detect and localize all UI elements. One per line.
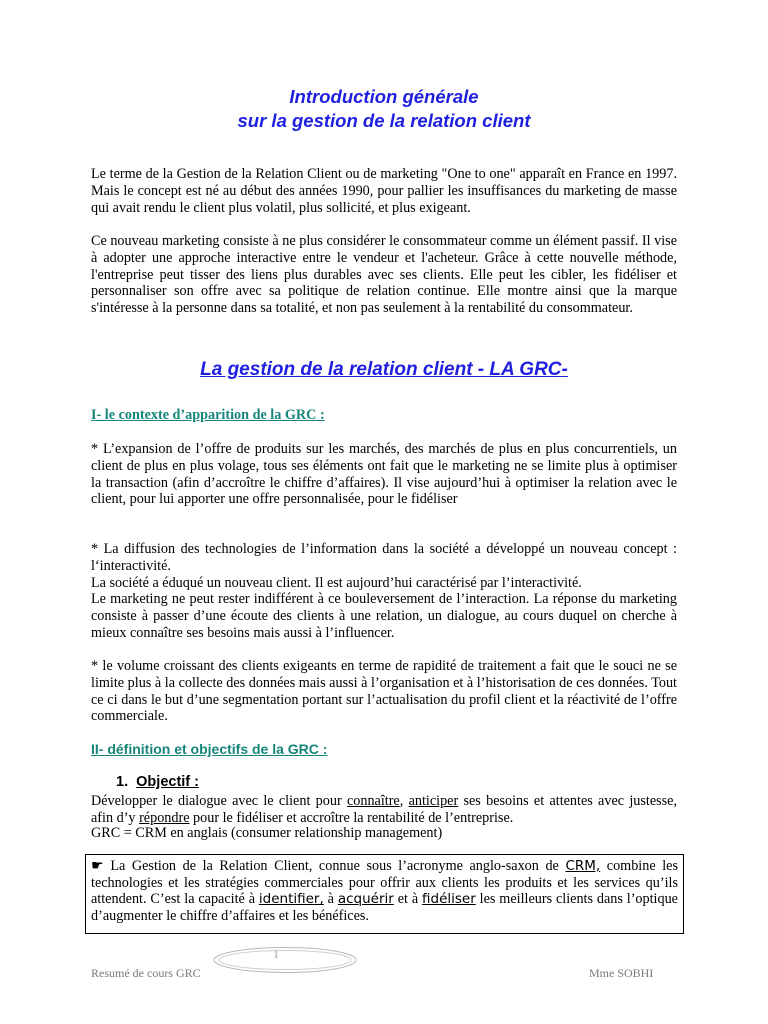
section1-bullet-2-line3: Le marketing ne peut rester indifférent à ce bouleversement de l’interaction. La réponse du marketing consiste à passer d’une écoute des clients à une relation, un dialogue, au cours duquel on cherche à mieux connaître ses besoins mais aussi à l’influencer. [91, 591, 677, 641]
box-word-acquerir: acquérir [337, 891, 394, 908]
crm-definition-box [85, 854, 684, 934]
crm-definition-line: GRC = CRM en anglais (consumer relationship management) [91, 825, 443, 841]
main-heading: La gestion de la relation client - LA GRC- [200, 359, 568, 380]
objective-word-repondre: répondre [139, 809, 190, 826]
page-number: 1 [273, 949, 279, 961]
section1-bullet-2: * La diffusion des technologies de l’information dans la société a développé un nouveau concept : l‘interactivité. [91, 541, 677, 574]
section1-bullet-3: * le volume croissant des clients exigeants en terme de rapidité de traitement a fait que le souci ne se limite plus à la collecte des données mais aussi à l’organisation et à l’historisation de ces données. Tout ce ci dans le but d’une segmentation portant sur l’actualisation du profil client et la réactivité de l’offre commerciale. [91, 658, 677, 725]
box-word-fideliser: fidéliser [422, 891, 476, 908]
pointing-hand-icon: ☛ [91, 858, 104, 874]
box-text-e: les meilleurs clients dans l’optique d’augmenter le chiffre d’affaires et les bénéfices. [91, 891, 678, 924]
box-text-b: combine les technologies et les stratégies commerciales pour offrir aux clients les produits et les services qu’ils attendent. C’est la capacité à [91, 858, 678, 908]
box-text-a: La Gestion de la Relation Client, connue sous l’acronyme anglo-saxon de [103, 858, 566, 874]
box-text-d: et à [393, 891, 422, 908]
section1-bullet-1: * L’expansion de l’offre de produits sur les marchés, des marchés de plus en plus concurrentiels, un client de plus en plus volage, tous ses éléments ont fait que le marketing ne se limite plus à optimiser la transaction (afin d’accroître le chiffre d’affaires). Il vise aujourd’hui à optimiser la relation avec le client, pour lui apporter une offre personnalisée, pour le fidéliser [91, 441, 677, 508]
box-word-identifier: identifier, [258, 891, 324, 908]
objective-text-a: Développer le dialogue avec le client pour [91, 793, 347, 809]
section1-bullet-2-line2: La société a éduqué un nouveau client. Il est aujourd’hui caractérisé par l’interactivité. [91, 575, 582, 591]
document-title-line1: Introduction générale [289, 86, 479, 107]
objective-number: 1. [116, 774, 129, 790]
objective-word-connaitre: connaître [346, 793, 400, 809]
intro-paragraph-2: Ce nouveau marketing consiste à ne plus considérer le consommateur comme un élément passif. Il vise à adopter une approche interactive entre le vendeur et l'acheteur. Grâce à cette nouvelle méthode, l'entreprise peut tisser des liens plus durables avec ses clients. Elle peut les cibler, les fidéliser et personnaliser son offre avec sa politique de relation continue. Elle montre ainsi que la marque s'intéresse à la personne dans sa totalité, et non pas seulement à la rentabilité du consommateur. [91, 233, 677, 317]
objective-text-c: ses besoins et attentes avec justesse, afin d’y [91, 793, 678, 826]
objective-heading [116, 774, 199, 790]
objective-word-anticiper: anticiper [408, 793, 459, 809]
section2-title: II- définition et objectifs de la GRC : [91, 741, 328, 757]
objective-text-d: pour le fidéliser et accroître la rentabilité de l’entreprise. [189, 809, 514, 826]
section1-title: I- le contexte d’apparition de la GRC : [91, 407, 325, 423]
objective-label: Objectif : [136, 774, 199, 790]
box-word-crm: CRM, [565, 858, 601, 874]
objective-text-b: , [399, 793, 409, 809]
box-text-c: à [323, 891, 338, 908]
intro-paragraph-1: Le terme de la Gestion de la Relation Client ou de marketing "One to one" apparaît en France en 1997. Mais le concept est né au début des années 1990, pour pallier les insuffisances du marketing de masse qui avait rendu le client plus volatil, plus sollicité, et plus exigeant. [91, 166, 677, 216]
footer-left-text: Resumé de cours GRC [91, 966, 201, 980]
objective-paragraph [91, 793, 677, 827]
document-title-line2: sur la gestion de la relation client [237, 110, 531, 131]
footer-right-text: Mme SOBHI [589, 966, 654, 980]
